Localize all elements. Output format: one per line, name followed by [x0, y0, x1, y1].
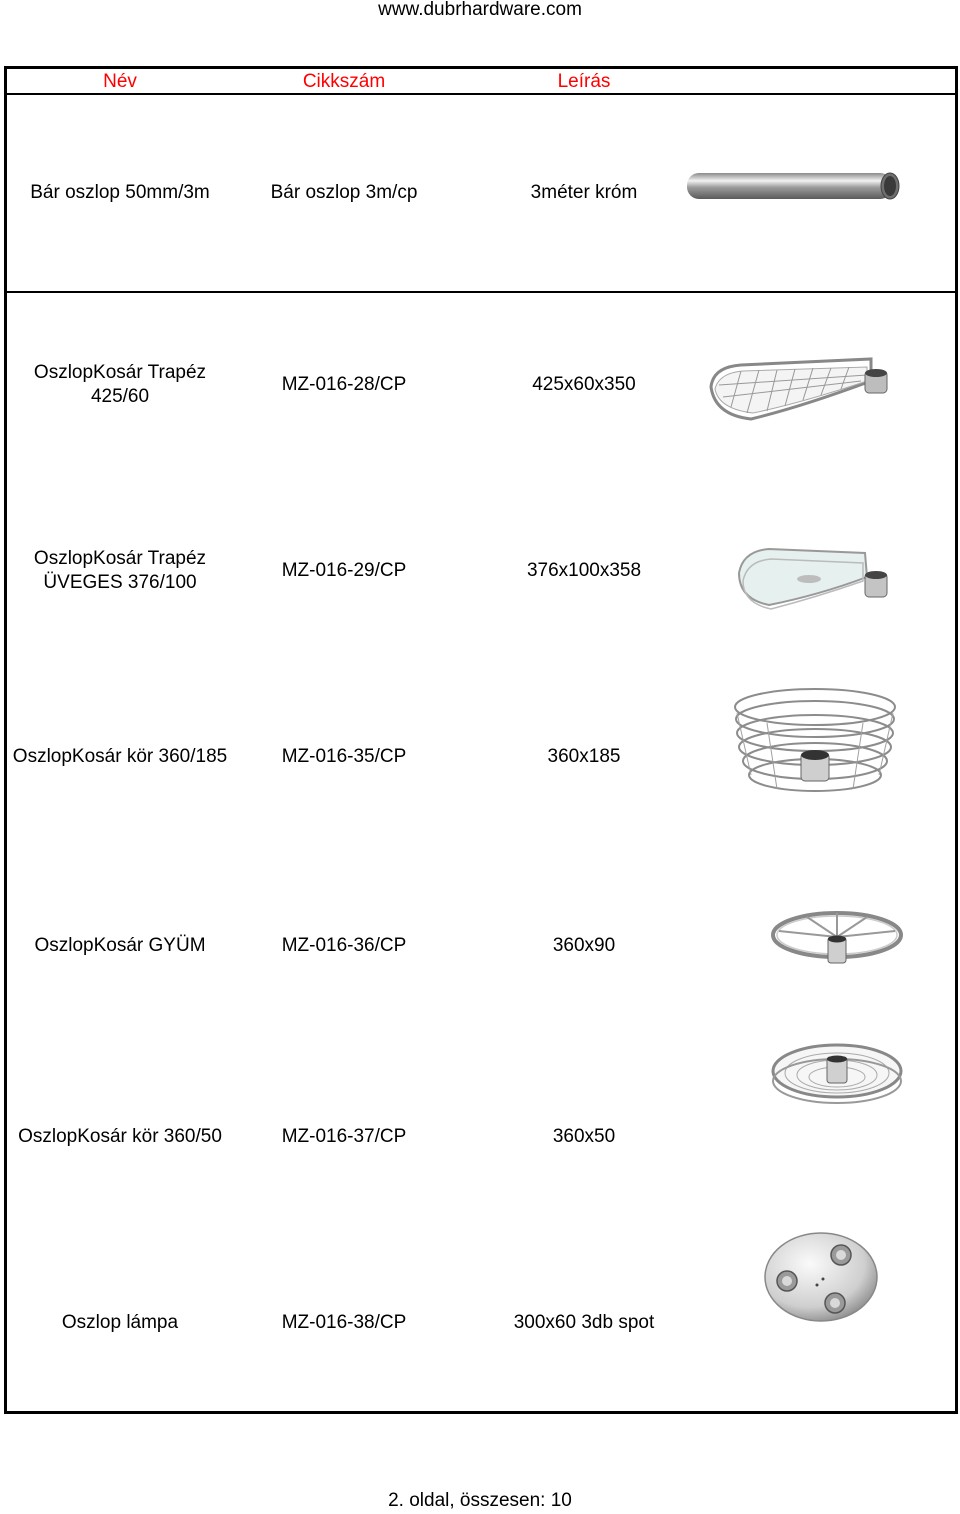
- product-desc: 425x60x350: [532, 374, 636, 395]
- product-desc: 300x60 3db spot: [513, 1312, 655, 1333]
- product-name: Bár oszlop 50mm/3m: [30, 182, 210, 203]
- round-deep-wire-basket-icon: [727, 685, 903, 810]
- site-url: www.dubrhardware.com: [378, 0, 582, 20]
- page-footer: 2. oldal, összesen: 10: [388, 1490, 572, 1511]
- product-desc: 360x90: [552, 935, 616, 956]
- product-desc: 360x50: [552, 1126, 616, 1147]
- round-shallow-wire-basket-icon: [769, 1029, 905, 1114]
- product-code: MZ-016-35/CP: [281, 746, 407, 767]
- header-name: Név: [103, 71, 137, 92]
- product-desc: 3méter króm: [530, 182, 638, 203]
- pole-lamp-3-spot-icon: [759, 1229, 883, 1330]
- product-code: MZ-016-37/CP: [281, 1126, 407, 1147]
- chrome-bar-pole-icon: [675, 165, 907, 216]
- product-name: OszlopKosár Trapéz ÜVEGES 376/100: [33, 548, 207, 593]
- product-name: OszlopKosár GYÜM: [34, 935, 206, 956]
- product-name: OszlopKosár kör 360/185: [12, 746, 228, 767]
- product-desc: 360x185: [547, 746, 621, 767]
- trapezoid-wire-basket-icon: [701, 337, 897, 432]
- row-divider: [7, 291, 955, 293]
- product-code: Bár oszlop 3m/cp: [270, 182, 418, 203]
- product-name: OszlopKosár kör 360/50: [18, 1126, 222, 1147]
- product-code: MZ-016-36/CP: [281, 935, 407, 956]
- header-code: Cikkszám: [302, 71, 386, 92]
- product-code: MZ-016-28/CP: [281, 374, 407, 395]
- product-desc: 376x100x358: [526, 560, 642, 581]
- header-desc: Leírás: [557, 71, 611, 92]
- product-table: [4, 66, 958, 1414]
- product-name: OszlopKosár Trapéz 425/60: [33, 362, 207, 407]
- product-code: MZ-016-29/CP: [281, 560, 407, 581]
- product-code: MZ-016-38/CP: [281, 1312, 407, 1333]
- product-name: Oszlop lámpa: [61, 1312, 179, 1333]
- trapezoid-glass-basket-icon: [729, 537, 895, 622]
- table-header-row: [7, 69, 955, 95]
- fruit-ring-basket-icon: [767, 903, 907, 978]
